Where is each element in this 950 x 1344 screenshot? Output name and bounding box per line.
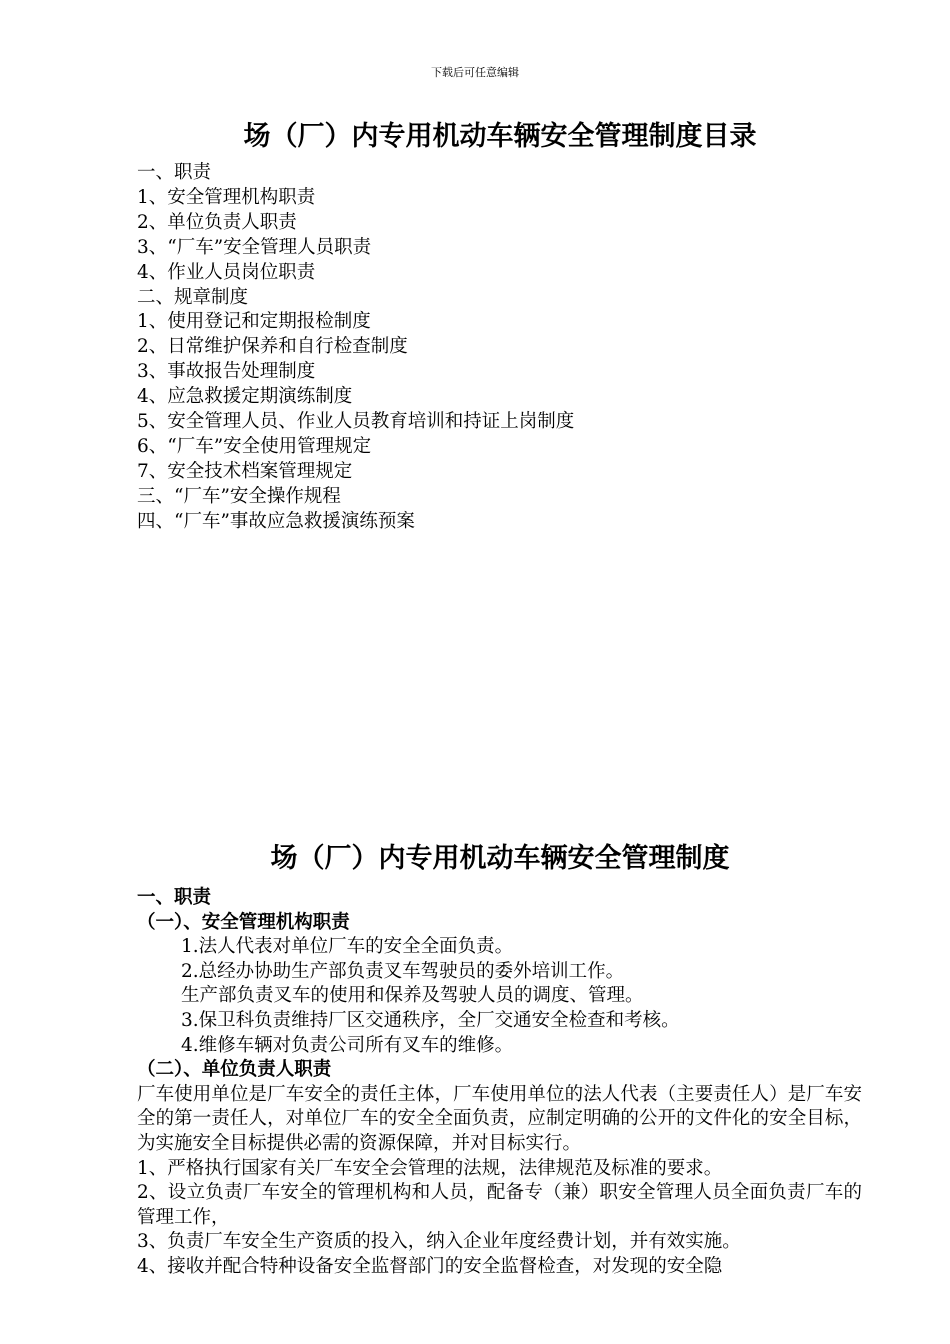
list-item: 1、严格执行国家有关厂车安全会管理的法规，法律规范及标准的要求。	[137, 1157, 723, 1179]
list-item: 3、负责厂车安全生产资质的投入，纳入企业年度经费计划，并有效实施。	[137, 1231, 741, 1253]
list-item: 2、设立负责厂车安全的管理机构和人员，配备专（兼）职安全管理人员全面负责厂车的管理工作，	[137, 1182, 862, 1228]
subsection-heading: （一）、安全管理机构职责	[137, 911, 350, 933]
toc-item: 2、单位负责人职责	[137, 211, 297, 233]
toc-title: 场（厂）内专用机动车辆安全管理制度目录	[243, 121, 757, 152]
toc-item: 4、作业人员岗位职责	[137, 261, 316, 283]
toc-item: 6、“厂车”安全使用管理规定	[137, 435, 372, 457]
document-body	[137, 886, 862, 1280]
toc-item: 3、“厂车”安全管理人员职责	[137, 236, 372, 258]
duty-line: 3.保卫科负责维持厂区交通秩序，全厂交通安全检查和考核。	[181, 1009, 680, 1031]
section-heading: 一、职责	[137, 887, 212, 908]
table-of-contents	[137, 161, 877, 535]
header-note: 下载后可任意编辑	[431, 66, 519, 79]
toc-item: 4、应急救援定期演练制度	[137, 386, 353, 408]
toc-item: 四、“厂车”事故应急救援演练预案	[137, 510, 415, 532]
toc-item: 二、规章制度	[137, 286, 249, 308]
duty-line: 2.总经办协助生产部负责叉车驾驶员的委外培训工作。	[181, 960, 625, 982]
duty-line: 生产部负责叉车的使用和保养及驾驶人员的调度、管理。	[181, 985, 644, 1007]
body-paragraph: 厂车使用单位是厂车安全的责任主体，厂车使用单位的法人代表（主要责任人）是厂车安全的第一责任人，对单位厂车的安全全面负责，应制定明确的公开的文件化的安全目标，为实施安全目标提供必需的资源保障，并对目标实行。	[137, 1083, 862, 1154]
duty-line: 4.维修车辆对负责公司所有叉车的维修。	[181, 1034, 514, 1056]
body-title: 场（厂）内专用机动车辆安全管理制度	[270, 843, 730, 874]
toc-item: 2、日常维护保养和自行检查制度	[137, 336, 408, 358]
duty-line: 1.法人代表对单位厂车的安全全面负责。	[181, 936, 514, 958]
toc-item: 7、安全技术档案管理规定	[137, 460, 353, 482]
toc-item: 1、安全管理机构职责	[137, 186, 316, 208]
toc-item: 5、安全管理人员、作业人员教育培训和持证上岗制度	[137, 411, 575, 433]
list-item: 4、接收并配合特种设备安全监督部门的安全监督检查，对发现的安全隐	[137, 1255, 723, 1277]
subsection-heading: （二）、单位负责人职责	[137, 1059, 332, 1081]
toc-item: 1、使用登记和定期报检制度	[137, 311, 371, 333]
toc-item: 3、事故报告处理制度	[137, 361, 316, 383]
toc-item: 三、“厂车”安全操作规程	[137, 485, 341, 507]
toc-item: 一、职责	[137, 162, 212, 183]
